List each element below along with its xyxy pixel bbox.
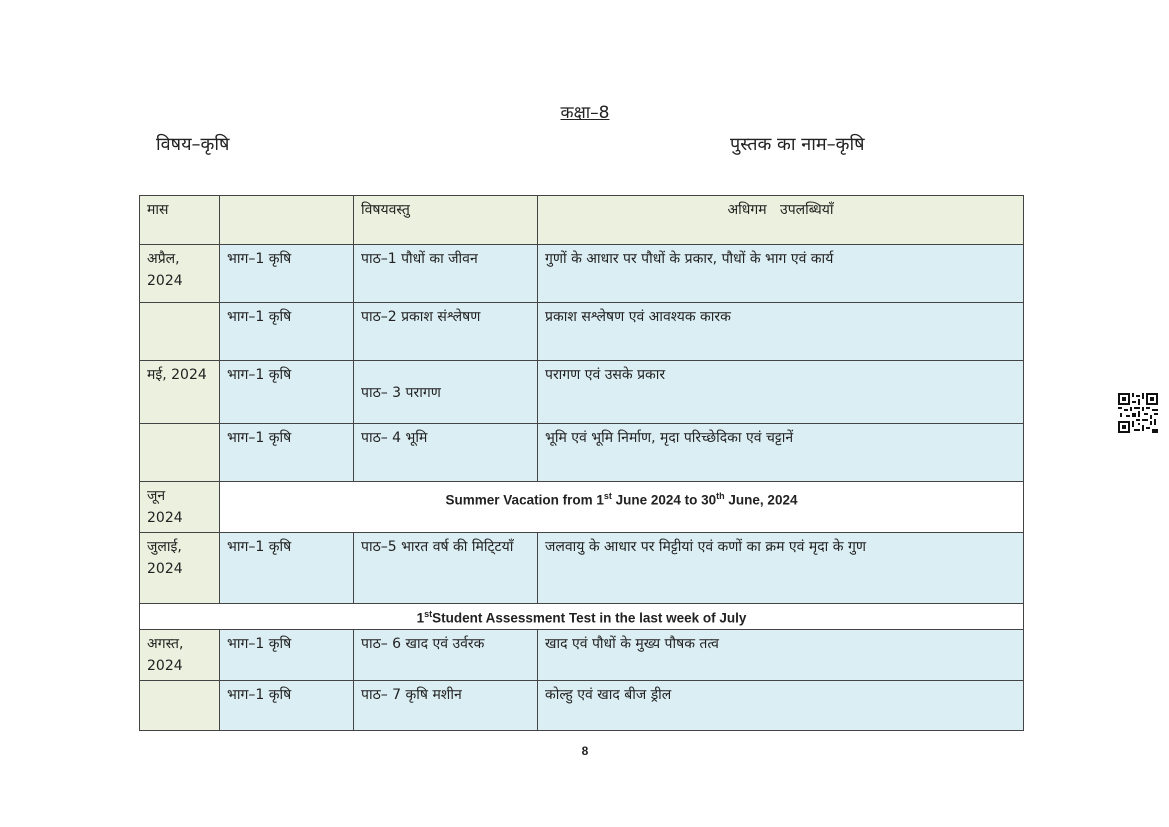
header-outcomes: अधिगम उपलब्धियाँ — [538, 196, 1024, 245]
content-cell: पाठ– 6 खाद एवं उर्वरक — [354, 629, 538, 680]
part-cell: भाग–1 कृषि — [220, 629, 354, 680]
vacation-row — [140, 482, 1024, 533]
banner-text: Student Assessment Test in the last week of July — [432, 610, 747, 626]
qr-code-icon — [1118, 393, 1158, 433]
banner-text: 1 — [416, 610, 425, 626]
banner-sup: st — [603, 491, 612, 501]
summer-vacation-banner — [220, 482, 1024, 533]
table-row — [140, 424, 1024, 482]
content-cell: पाठ– 4 भूमि — [354, 424, 538, 482]
outcome-cell: परागण एवं उसके प्रकार — [538, 361, 1024, 424]
page-number: 8 — [581, 744, 589, 758]
month-cell: मई, 2024 — [140, 361, 220, 424]
outcome-cell: प्रकाश सश्लेषण एवं आवश्यक कारक — [538, 303, 1024, 361]
table-row — [140, 361, 1024, 424]
content-cell: पाठ– 3 परागण — [354, 361, 538, 424]
content-cell: पाठ–2 प्रकाश संश्लेषण — [354, 303, 538, 361]
table-row — [140, 680, 1024, 730]
table-row — [140, 303, 1024, 361]
part-cell: भाग–1 कृषि — [220, 680, 354, 730]
outcome-cell: खाद एवं पौधों के मुख्य पौषक तत्व — [538, 629, 1024, 680]
header-content: विषयवस्तु — [354, 196, 538, 245]
month-cell: अगस्त, 2024 — [140, 629, 220, 680]
part-cell: भाग–1 कृषि — [220, 361, 354, 424]
outcome-cell: गुणों के आधार पर पौधों के प्रकार, पौधों के भाग एवं कार्य — [538, 245, 1024, 303]
part-cell: भाग–1 कृषि — [220, 424, 354, 482]
month-cell: अप्रैल, 2024 — [140, 245, 220, 303]
table-header-row — [140, 196, 1024, 245]
banner-sup: st — [424, 609, 433, 619]
banner-text: June 2024 to 30 — [611, 492, 717, 508]
month-cell — [140, 680, 220, 730]
syllabus-table — [139, 195, 1024, 731]
outcome-cell: कोल्हु एवं खाद बीज ड्रील — [538, 680, 1024, 730]
month-cell — [140, 303, 220, 361]
content-cell: पाठ– 7 कृषि मशीन — [354, 680, 538, 730]
header-part — [220, 196, 354, 245]
part-cell: भाग–1 कृषि — [220, 533, 354, 604]
outcome-cell: जलवायु के आधार पर मिट्टीयां एवं कणों का क्रम एवं मृदा के गुण — [538, 533, 1024, 604]
part-cell: भाग–1 कृषि — [220, 303, 354, 361]
month-cell: जुलाई, 2024 — [140, 533, 220, 604]
part-cell: भाग–1 कृषि — [220, 245, 354, 303]
class-title: कक्षा–8 — [560, 103, 610, 123]
assessment-banner — [140, 604, 1024, 630]
outcome-cell: भूमि एवं भूमि निर्माण, मृदा परिच्छेदिका एवं चट्टानें — [538, 424, 1024, 482]
content-cell: पाठ–1 पौधों का जीवन — [354, 245, 538, 303]
table-row — [140, 245, 1024, 303]
table-row — [140, 629, 1024, 680]
subject-label: विषय–कृषि — [156, 134, 230, 155]
month-cell: जून 2024 — [140, 482, 220, 533]
banner-text: Summer Vacation from 1 — [445, 492, 604, 508]
content-cell: पाठ–5 भारत वर्ष की मिटि्टयाँ — [354, 533, 538, 604]
table-row — [140, 533, 1024, 604]
banner-text: June, 2024 — [724, 492, 798, 508]
header-month: मास — [140, 196, 220, 245]
banner-sup: th — [716, 491, 725, 501]
month-cell — [140, 424, 220, 482]
book-name-label: पुस्तक का नाम–कृषि — [730, 134, 865, 155]
assessment-row — [140, 604, 1024, 630]
